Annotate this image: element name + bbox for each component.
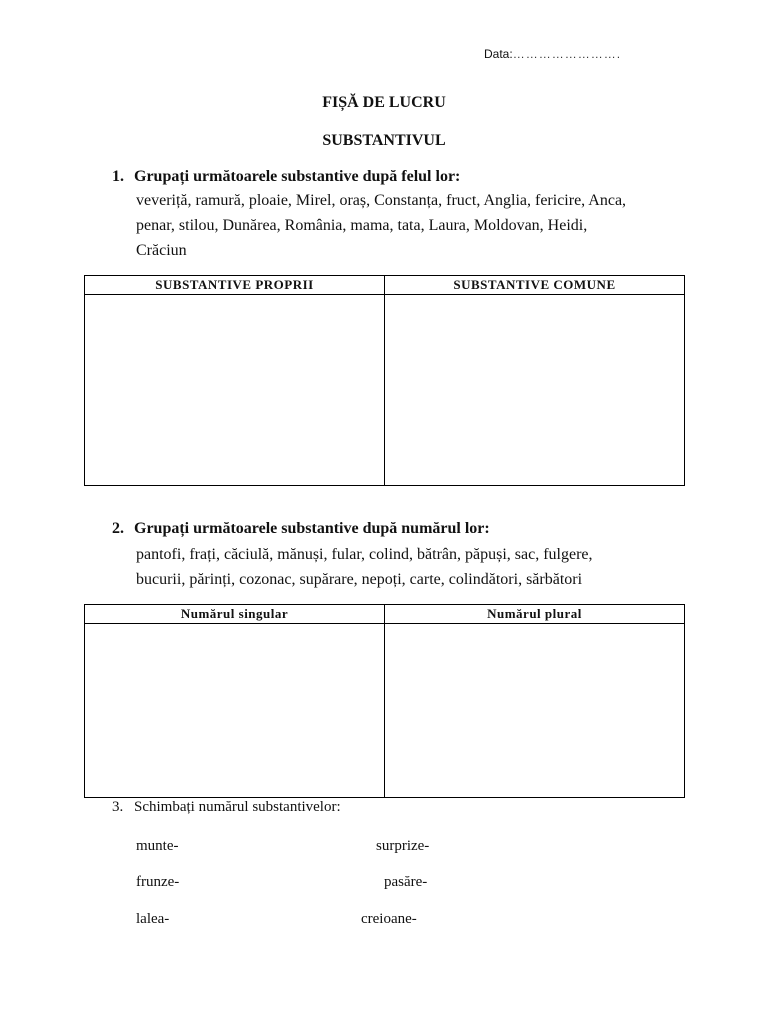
exercise1-words-line3: Crăciun (136, 242, 187, 259)
exercise2-table (84, 604, 685, 798)
exercise2-answer-plural[interactable] (385, 624, 685, 798)
exercise1-answer-proper[interactable] (85, 295, 385, 486)
page-subtitle: SUBSTANTIVUL (322, 132, 446, 149)
exercise1-number: 1. (112, 168, 124, 185)
exercise3-item[interactable]: frunze- (136, 874, 180, 890)
exercise2-words-line2: bucurii, părinți, cozonac, supărare, nepoți, carte, colindători, sărbători (136, 571, 583, 588)
date-blank[interactable]: ……………………. (512, 47, 622, 61)
exercise1-answer-common[interactable] (385, 295, 685, 486)
date-field (484, 47, 621, 61)
exercise3-number: 3. (112, 799, 124, 815)
exercise1-heading (112, 168, 460, 186)
page-title: FIȘĂ DE LUCRU (322, 94, 446, 111)
exercise3-item[interactable]: surprize- (376, 838, 430, 854)
exercise2-header-plural: Numărul plural (385, 605, 685, 624)
exercise2-heading (112, 520, 490, 538)
exercise3-instruction: Schimbați numărul substantivelor: (134, 799, 341, 815)
exercise3-item[interactable]: lalea- (136, 911, 170, 927)
exercise2-number: 2. (112, 520, 124, 537)
exercise1-header-common: SUBSTANTIVE COMUNE (385, 276, 685, 295)
exercise2-header-singular: Numărul singular (85, 605, 385, 624)
date-label: Data: (484, 47, 513, 61)
exercise1-words-line1: veveriță, ramură, ploaie, Mirel, oraș, Constanța, fruct, Anglia, fericire, Anca, (136, 192, 627, 209)
exercise1-table (84, 275, 685, 486)
exercise2-answer-singular[interactable] (85, 624, 385, 798)
exercise1-header-proper: SUBSTANTIVE PROPRII (85, 276, 385, 295)
exercise1-instruction: Grupați următoarele substantive după felul lor: (134, 168, 461, 185)
exercise3-heading (112, 799, 341, 816)
exercise2-instruction: Grupați următoarele substantive după numărul lor: (134, 520, 490, 537)
exercise3-item[interactable]: creioane- (361, 911, 417, 927)
exercise3-item[interactable]: pasăre- (384, 874, 428, 890)
exercise3-item[interactable]: munte- (136, 838, 179, 854)
exercise2-words-line1: pantofi, frați, căciulă, mănuși, fular, colind, bătrân, păpuși, sac, fulgere, (136, 546, 593, 563)
exercise1-words-line2: penar, stilou, Dunărea, România, mama, tata, Laura, Moldovan, Heidi, (136, 217, 588, 234)
